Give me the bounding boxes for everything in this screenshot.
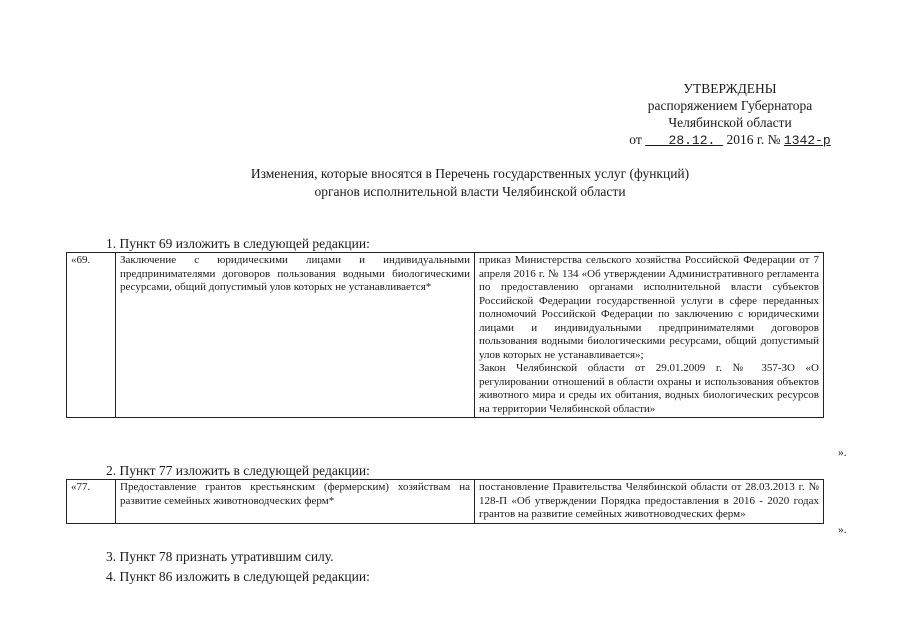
item-1-label: 1. Пункт 69 изложить в следующей редакции: — [106, 236, 370, 251]
approval-heading: УТВЕРЖДЕНЫ — [683, 81, 777, 96]
table-row — [67, 480, 824, 524]
item-4-label: 4. Пункт 86 изложить в следующей редакции: — [106, 569, 370, 584]
closing-quote-2: ». — [838, 524, 847, 536]
title-line-1: Изменения, которые вносятся в Перечень государственных услуг (функций) — [250, 166, 690, 181]
approval-line-region: Челябинской области — [668, 115, 792, 130]
approval-number: 1342-р — [783, 133, 831, 148]
row-number: «69. — [67, 253, 116, 418]
item-2-label: 2. Пункт 77 изложить в следующей редакции: — [106, 463, 370, 478]
table-row — [67, 253, 824, 418]
approval-date-value: 28.12. — [668, 133, 716, 148]
legal-basis-paragraph-2: Закон Челябинской области от 29.01.2009 г. № 357-ЗО «О регулировании отношений в области охраны и использования объектов животного мира и среды их обитания, водных биологических ресурсов на территории Челябинской области» — [479, 362, 819, 415]
document-title — [150, 165, 790, 201]
item-3-label: 3. Пункт 78 признать утратившим силу. — [106, 549, 334, 564]
legal-basis: постановление Правительства Челябинской области от 28.03.2013 г. № 128-П «Об утверждении Порядка предоставления в 2016 - 2020 годах грантов на развитие семейных животноводческих ферм» — [475, 480, 824, 524]
approval-block — [600, 80, 860, 149]
approval-date-prefix: от — [629, 132, 642, 147]
table-item-69 — [66, 252, 824, 418]
legal-basis-paragraph-1: приказ Министерства сельского хозяйства Российской Федерации от 7 апреля 2016 г. № 134 «Об утверждении Административного регламента по предоставлению органами исполнительной власти субъектов Российской Федерации государственной услуги в сфере переданных полномочий Российской Федерации по заключению с юридическими лицами и индивидуальными предпринимателями договоров пользования водными биологическими ресурсами, общий допустимый улов которых не устанавливается»; — [479, 254, 819, 361]
approval-date-year: 2016 г. № — [726, 132, 781, 147]
service-name: Заключение с юридическими лицами и индивидуальными предпринимателями договоров пользования водными биологическими ресурсами, общий допустимый улов которых не устанавливается* — [116, 253, 475, 418]
row-number: «77. — [67, 480, 116, 524]
table-item-77 — [66, 479, 824, 524]
approval-line-decree: распоряжением Губернатора — [647, 98, 813, 113]
closing-quote-1: ». — [838, 447, 847, 459]
legal-basis — [475, 253, 824, 418]
service-name: Предоставление грантов крестьянским (фермерским) хозяйствам на развитие семейных животноводческих ферм* — [116, 480, 475, 524]
title-line-2: органов исполнительной власти Челябинской области — [314, 184, 626, 199]
approval-date-line — [600, 131, 860, 149]
